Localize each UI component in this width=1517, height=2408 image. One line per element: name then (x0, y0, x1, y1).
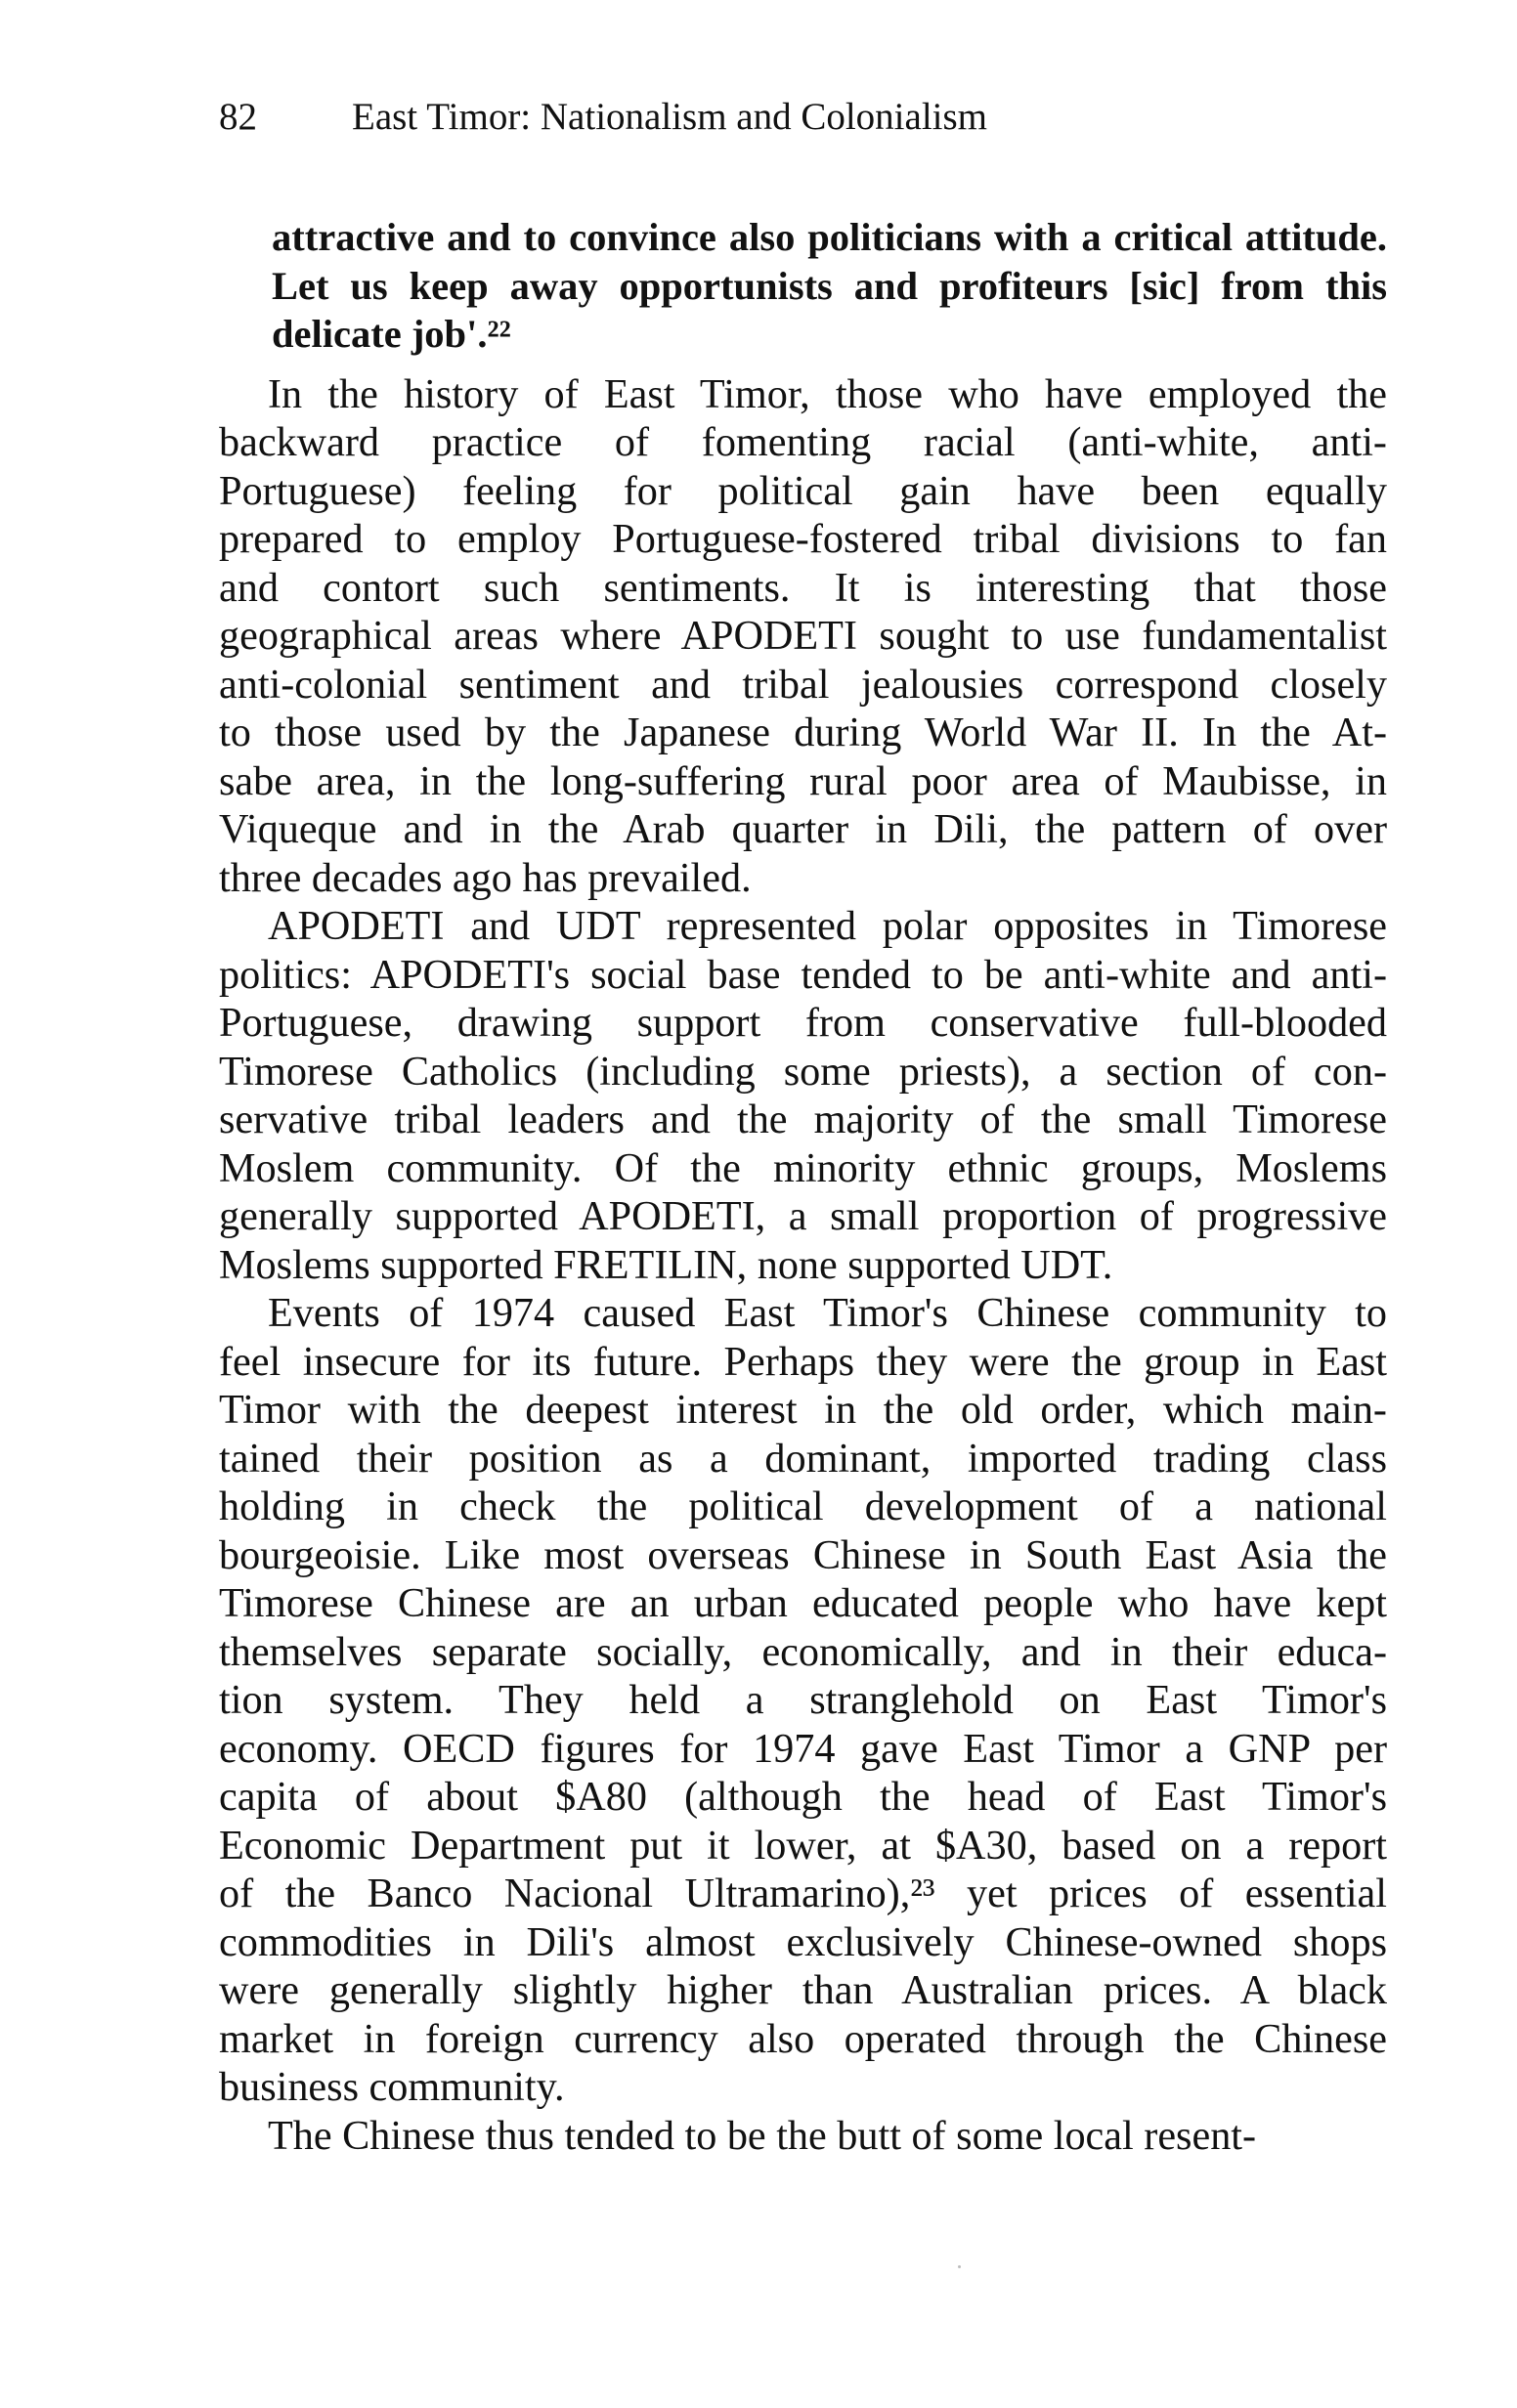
text-line: tion system. They held a stranglehold on East Timor's (219, 1677, 1387, 1723)
quote-line: Let us keep away opportunists and profiteurs [sic] from this (272, 263, 1387, 308)
text-line: Portuguese) feeling for political gain have been equally (219, 467, 1387, 514)
quote-line: delicate job'.²² (272, 312, 511, 356)
body-text (219, 213, 1387, 2160)
text-line: Economic Department put it lower, at $A30, based on a report (219, 1822, 1387, 1869)
text-line: prepared to employ Portuguese-fostered tribal divisions to fan (219, 516, 1387, 562)
text-line: feel insecure for its future. Perhaps they were the group in East (219, 1338, 1387, 1385)
text-line: Timorese Catholics (including some priests), a section of con- (219, 1048, 1387, 1095)
text-line: Timor with the deepest interest in the old order, which main- (219, 1387, 1387, 1433)
quote-line: attractive and to convince also politicians with a critical attitude. (272, 215, 1387, 259)
text-line: holding in check the political development of a national (219, 1484, 1387, 1529)
text-line: backward practice of fomenting racial (anti-white, anti- (219, 419, 1387, 465)
text-line: three decades ago has prevailed. (219, 854, 752, 901)
text-line: Timorese Chinese are an urban educated people who have kept (219, 1580, 1387, 1626)
running-head (219, 90, 1392, 145)
text-line: business community. (219, 2064, 565, 2110)
text-line: economy. OECD figures for 1974 gave East Timor a GNP per (219, 1725, 1387, 1772)
text-line: The Chinese thus tended to be the butt of some local resent- (268, 2112, 1257, 2159)
text-line: In the history of East Timor, those who have employed the (268, 370, 1387, 417)
text-line: sabe area, in the long-suffering rural poor area of Maubisse, in (219, 757, 1387, 804)
page-number: 82 (219, 96, 257, 138)
text-line: politics: APODETI's social base tended to be anti-white and anti- (219, 951, 1387, 998)
text-line: were generally slightly higher than Australian prices. A black (219, 1967, 1387, 2013)
paragraph-3 (219, 1289, 1387, 2112)
text-line: and contort such sentiments. It is interesting that those (219, 564, 1387, 611)
text-line: Moslems supported FRETILIN, none supported UDT. (219, 1241, 1113, 1288)
paragraph-2 (219, 902, 1387, 1289)
text-line: of the Banco Nacional Ultramarino),²³ yet prices of essential (219, 1870, 1387, 1916)
text-line: Events of 1974 caused East Timor's Chinese community to (268, 1290, 1387, 1336)
text-line: tained their position as a dominant, imported trading class (219, 1435, 1387, 1482)
running-head-title: East Timor: Nationalism and Colonialism (352, 96, 988, 138)
paragraph-4 (219, 2112, 1387, 2161)
text-line: Portuguese, drawing support from conservative full-blooded (219, 1000, 1387, 1046)
text-line: market in foreign currency also operated through the Chinese (219, 2015, 1387, 2062)
text-line: APODETI and UDT represented polar opposites in Timorese (268, 903, 1387, 949)
text-line: themselves separate socially, economically, and in their educa- (219, 1628, 1387, 1675)
text-line: geographical areas where APODETI sought to use fundamentalist (219, 613, 1387, 659)
text-line: servative tribal leaders and the majority of the small Timorese (219, 1096, 1387, 1142)
text-line: anti-colonial sentiment and tribal jealousies correspond closely (219, 661, 1387, 708)
scan-speck (958, 2265, 961, 2268)
text-line: Moslem community. Of the minority ethnic groups, Moslems (219, 1144, 1387, 1191)
paragraph-1 (219, 370, 1387, 903)
text-line: capita of about $A80 (although the head of East Timor's (219, 1774, 1387, 1820)
text-line: bourgeoisie. Like most overseas Chinese in South East Asia the (219, 1531, 1387, 1578)
text-line: commodities in Dili's almost exclusively Chinese-owned shops (219, 1918, 1387, 1965)
block-quote (219, 213, 1387, 359)
text-line: Viqueque and in the Arab quarter in Dili, the pattern of over (219, 806, 1387, 852)
text-line: generally supported APODETI, a small proportion of progressive (219, 1193, 1387, 1239)
text-line: to those used by the Japanese during World War II. In the At- (219, 710, 1387, 755)
